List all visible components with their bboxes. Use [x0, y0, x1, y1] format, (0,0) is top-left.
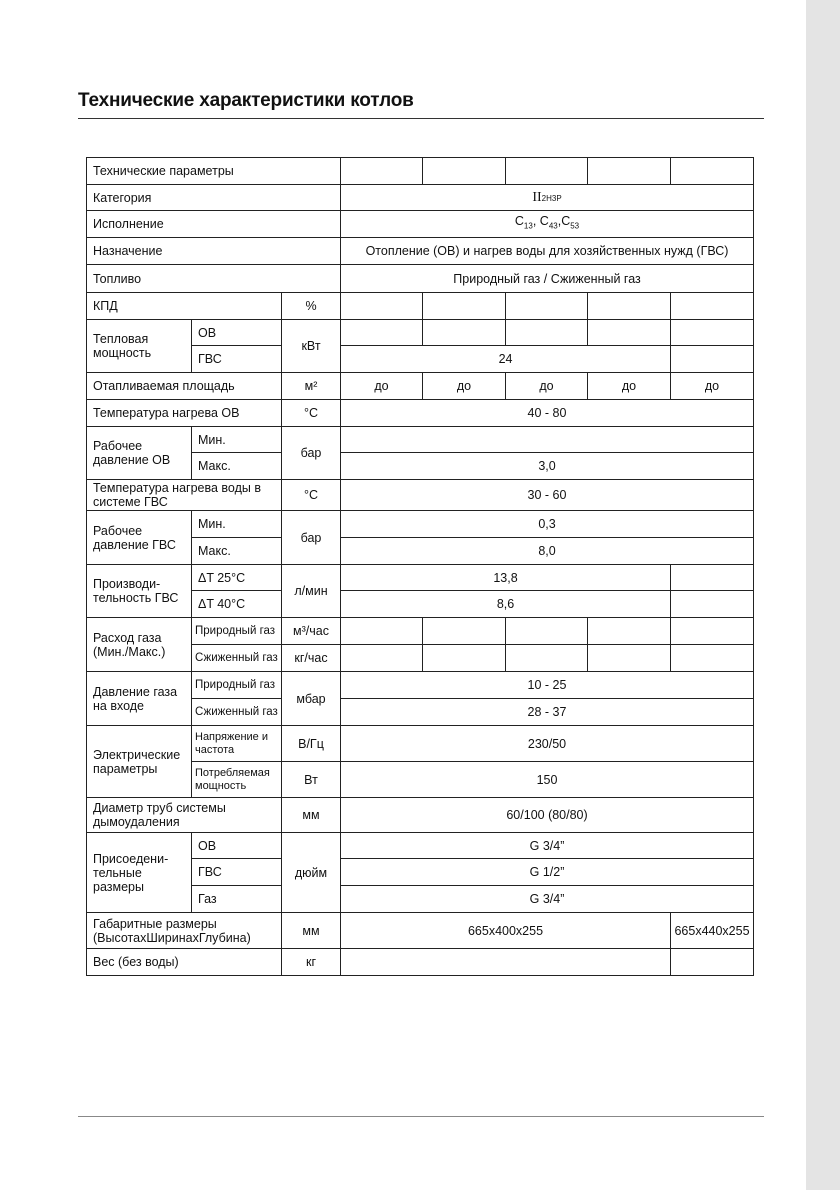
- efficiency-cell: [506, 293, 588, 320]
- category-roman: II: [532, 189, 542, 205]
- weight-value: [341, 949, 671, 976]
- table-row-electric-voltage: [87, 726, 754, 762]
- gas-pressure-label: Давление газа на входе: [87, 672, 192, 726]
- pressure-ov-min-label: Мин.: [192, 427, 282, 453]
- gas-pressure-natural-label: Природный газ: [192, 672, 282, 699]
- fuel-value: Природный газ / Сжиженный газ: [341, 265, 754, 293]
- page-title: Технические характеристики котлов: [78, 90, 414, 111]
- heated-area-label: Отапливаемая площадь: [87, 373, 282, 400]
- pressure-gvs-min-label: Мин.: [192, 511, 282, 538]
- table-row-fuel: [87, 265, 754, 293]
- connection-gas-label: Газ: [192, 886, 282, 913]
- pressure-ov-min-value: [341, 427, 754, 453]
- electric-consumption-unit: Вт: [282, 762, 341, 798]
- specifications-table: [86, 157, 754, 976]
- pressure-ov-label: Рабочее давление ОВ: [87, 427, 192, 480]
- table-row-weight: [87, 949, 754, 976]
- table-row-category: [87, 185, 754, 211]
- productivity-dt40-label: ΔT 40°C: [192, 591, 282, 618]
- flue-value: 60/100 (80/80): [341, 798, 754, 833]
- gas-flow-cell: [423, 645, 506, 672]
- productivity-unit: л/мин: [282, 565, 341, 618]
- pressure-gvs-max-label: Макс.: [192, 538, 282, 565]
- connection-gvs-value: G 1/2”: [341, 859, 754, 886]
- electric-voltage-label: Напряжение и частота: [192, 726, 282, 762]
- table-row-pressure-gvs-min: [87, 511, 754, 538]
- efficiency-cell: [588, 293, 671, 320]
- pressure-gvs-max-value: 8,0: [341, 538, 754, 565]
- table-row-params-header: [87, 158, 754, 185]
- table-row-flue: [87, 798, 754, 833]
- power-gvs-value: 24: [341, 346, 671, 373]
- table-row-heating-temp-ov: [87, 400, 754, 427]
- execution-type-sub: 43: [548, 221, 558, 231]
- table-row-gas-flow-natural: [87, 618, 754, 645]
- flue-unit: мм: [282, 798, 341, 833]
- table-row-execution: [87, 211, 754, 238]
- execution-type-sub: 53: [570, 221, 580, 231]
- table-row-pressure-ov-min: [87, 427, 754, 453]
- gas-flow-liquefied-label: Сжиженный газ: [192, 645, 282, 672]
- gas-pressure-natural-value: 10 - 25: [341, 672, 754, 699]
- table-row-productivity-25: [87, 565, 754, 591]
- gas-flow-cell: [588, 645, 671, 672]
- execution-label: Исполнение: [87, 211, 341, 238]
- footer-divider: [78, 1116, 764, 1117]
- power-ov-label: ОВ: [192, 320, 282, 346]
- purpose-label: Назначение: [87, 238, 341, 265]
- title-divider: [78, 118, 764, 119]
- table-row-connection-ov: [87, 833, 754, 859]
- dimensions-unit: мм: [282, 913, 341, 949]
- weight-label: Вес (без воды): [87, 949, 282, 976]
- power-label: Тепловая мощность: [87, 320, 192, 373]
- heating-temp-gvs-label: Температура нагрева воды в системе ГВС: [87, 480, 282, 511]
- gas-flow-cell: [423, 618, 506, 645]
- efficiency-cell: [671, 293, 754, 320]
- power-unit: кВт: [282, 320, 341, 373]
- electric-consumption-value: 150: [341, 762, 754, 798]
- gas-flow-cell: [588, 618, 671, 645]
- gas-flow-cell: [671, 618, 754, 645]
- model-cell: [423, 158, 506, 185]
- pressure-ov-unit: бар: [282, 427, 341, 480]
- productivity-label: Производи-тельность ГВС: [87, 565, 192, 618]
- execution-type: C: [514, 214, 524, 229]
- weight-cell: [671, 949, 754, 976]
- table-row-dimensions: [87, 913, 754, 949]
- table-row-heating-temp-gvs: [87, 480, 754, 511]
- electric-voltage-value: 230/50: [341, 726, 754, 762]
- heating-temp-ov-value: 40 - 80: [341, 400, 754, 427]
- dimensions-value-a: 665x400x255: [341, 913, 671, 949]
- gas-flow-natural-unit: м³/час: [282, 618, 341, 645]
- pressure-gvs-min-value: 0,3: [341, 511, 754, 538]
- category-value: [341, 185, 754, 211]
- power-ov-cell: [506, 320, 588, 346]
- power-ov-cell: [588, 320, 671, 346]
- category-sub: 2H3P: [541, 193, 562, 203]
- heating-temp-gvs-unit: °С: [282, 480, 341, 511]
- heated-area-cell: до: [341, 373, 423, 400]
- efficiency-unit: %: [282, 293, 341, 320]
- connection-gas-value: G 3/4”: [341, 886, 754, 913]
- productivity-dt25-label: ΔT 25°C: [192, 565, 282, 591]
- category-label: Категория: [87, 185, 341, 211]
- connection-gvs-label: ГВС: [192, 859, 282, 886]
- right-margin-bar: [806, 0, 840, 1190]
- heated-area-cell: до: [588, 373, 671, 400]
- heated-area-cell: до: [671, 373, 754, 400]
- dimensions-value-b: 665x440x255: [671, 913, 754, 949]
- productivity-25-value: 13,8: [341, 565, 671, 591]
- table-row-heated-area: [87, 373, 754, 400]
- gas-flow-label: Расход газа (Мин./Макс.): [87, 618, 192, 672]
- model-cell: [588, 158, 671, 185]
- model-cell: [671, 158, 754, 185]
- heating-temp-ov-unit: °С: [282, 400, 341, 427]
- heating-temp-ov-label: Температура нагрева ОВ: [87, 400, 282, 427]
- purpose-value: Отопление (ОВ) и нагрев воды для хозяйственных нужд (ГВС): [341, 238, 754, 265]
- model-cell: [506, 158, 588, 185]
- connections-unit: дюйм: [282, 833, 341, 913]
- heated-area-cell: до: [506, 373, 588, 400]
- flue-label: Диаметр труб системы дымоудаления: [87, 798, 282, 833]
- gas-pressure-unit: мбар: [282, 672, 341, 726]
- gas-flow-cell: [506, 618, 588, 645]
- gas-flow-cell: [341, 645, 423, 672]
- pressure-gvs-unit: бар: [282, 511, 341, 565]
- electric-voltage-unit: В/Гц: [282, 726, 341, 762]
- table-row-gas-pressure-natural: [87, 672, 754, 699]
- power-ov-cell: [671, 320, 754, 346]
- fuel-label: Топливо: [87, 265, 341, 293]
- gas-flow-cell: [341, 618, 423, 645]
- gas-flow-cell: [671, 645, 754, 672]
- connection-ov-value: G 3/4”: [341, 833, 754, 859]
- execution-type: C: [539, 214, 549, 229]
- power-gvs-label: ГВС: [192, 346, 282, 373]
- execution-type-sub: 13: [523, 221, 533, 231]
- efficiency-cell: [341, 293, 423, 320]
- table-row-purpose: [87, 238, 754, 265]
- model-cell: [341, 158, 423, 185]
- weight-unit: кг: [282, 949, 341, 976]
- power-gvs-cell: [671, 346, 754, 373]
- efficiency-label: КПД: [87, 293, 282, 320]
- gas-pressure-liquefied-value: 28 - 37: [341, 699, 754, 726]
- heated-area-cell: до: [423, 373, 506, 400]
- gas-pressure-liquefied-label: Сжиженный газ: [192, 699, 282, 726]
- productivity-cell: [671, 565, 754, 591]
- dimensions-label: Габаритные размеры (ВысотахШиринахГлубина): [87, 913, 282, 949]
- heating-temp-gvs-value: 30 - 60: [341, 480, 754, 511]
- electric-consumption-label: Потребляемая мощность: [192, 762, 282, 798]
- table-row-efficiency: [87, 293, 754, 320]
- execution-value: $C_{13}$, $C_{43},C_{53}$: [341, 211, 754, 238]
- pressure-gvs-label: Рабочее давление ГВС: [87, 511, 192, 565]
- gas-flow-cell: [506, 645, 588, 672]
- pressure-ov-max-value: 3,0: [341, 453, 754, 480]
- params-header-cell: Технические параметры: [87, 158, 341, 185]
- efficiency-cell: [423, 293, 506, 320]
- power-ov-cell: [341, 320, 423, 346]
- power-ov-cell: [423, 320, 506, 346]
- gas-flow-natural-label: Природный газ: [192, 618, 282, 645]
- connections-label: Присоедени-тельные размеры: [87, 833, 192, 913]
- heated-area-unit: м²: [282, 373, 341, 400]
- connection-ov-label: ОВ: [192, 833, 282, 859]
- gas-flow-liquefied-unit: кг/час: [282, 645, 341, 672]
- productivity-40-value: 8,6: [341, 591, 671, 618]
- electric-label: Электрические параметры: [87, 726, 192, 798]
- table-row-power-ov: [87, 320, 754, 346]
- productivity-cell: [671, 591, 754, 618]
- execution-type: C: [561, 214, 571, 229]
- pressure-ov-max-label: Макс.: [192, 453, 282, 480]
